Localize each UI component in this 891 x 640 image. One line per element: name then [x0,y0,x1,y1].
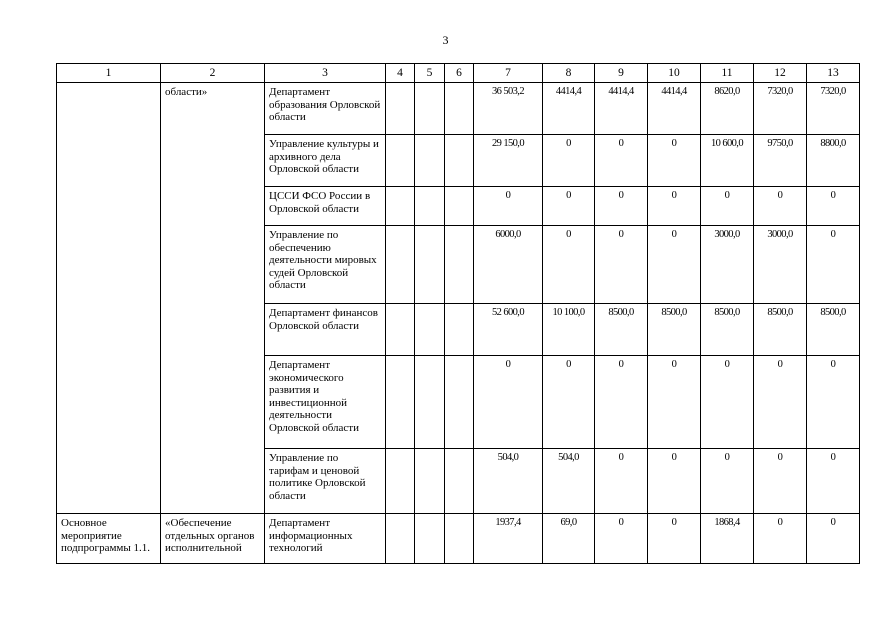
empty-cell [415,449,445,514]
value-cell: 0 [754,449,807,514]
department-cell: Управление культуры и архивного дела Орловской области [265,135,386,187]
empty-cell [386,226,415,304]
value-cell: 8500,0 [648,304,701,356]
measure-title-cell: «Обеспечение отдельных органов исполнительной [161,514,265,564]
department-cell: Департамент информационных технологий [265,514,386,564]
empty-cell [445,226,474,304]
empty-cell [386,514,415,564]
value-cell: 504,0 [474,449,543,514]
value-cell: 8500,0 [595,304,648,356]
value-cell: 0 [648,356,701,449]
department-cell: Департамент финансов Орловской области [265,304,386,356]
header-cell: 6 [445,64,474,83]
value-cell: 0 [648,187,701,226]
value-cell: 29 150,0 [474,135,543,187]
value-cell: 1937,4 [474,514,543,564]
value-cell: 52 600,0 [474,304,543,356]
header-cell: 11 [701,64,754,83]
value-cell: 0 [807,449,860,514]
header-cell: 7 [474,64,543,83]
value-cell: 0 [543,356,595,449]
value-cell: 0 [595,356,648,449]
value-cell: 0 [701,356,754,449]
value-cell: 0 [648,449,701,514]
header-cell: 3 [265,64,386,83]
value-cell: 0 [754,356,807,449]
value-cell: 0 [754,187,807,226]
table-row [57,83,860,135]
header-cell: 4 [386,64,415,83]
value-cell: 1868,4 [701,514,754,564]
value-cell: 7320,0 [807,83,860,135]
table-row [57,514,860,564]
value-cell: 0 [754,514,807,564]
header-cell: 8 [543,64,595,83]
value-cell: 0 [543,226,595,304]
value-cell: 8620,0 [701,83,754,135]
empty-cell [445,304,474,356]
empty-cell [445,83,474,135]
empty-cell [386,83,415,135]
measure-cell: Основное мероприятие подпрограммы 1.1. [57,514,161,564]
empty-cell [445,449,474,514]
value-cell: 6000,0 [474,226,543,304]
value-cell: 4414,4 [595,83,648,135]
value-cell: 0 [595,187,648,226]
header-row [57,64,860,83]
value-cell: 0 [701,449,754,514]
empty-cell [415,187,445,226]
value-cell: 0 [807,356,860,449]
value-cell: 0 [474,187,543,226]
value-cell: 0 [543,187,595,226]
empty-cell [386,449,415,514]
empty-cell [386,356,415,449]
value-cell: 3000,0 [701,226,754,304]
department-cell: Департамент образования Орловской области [265,83,386,135]
department-cell: Управление по обеспечению деятельности мировых судей Орловской области [265,226,386,304]
department-cell: ЦССИ ФСО России в Орловской области [265,187,386,226]
value-cell: 4414,4 [543,83,595,135]
header-cell: 2 [161,64,265,83]
value-cell: 0 [701,187,754,226]
department-cell: Управление по тарифам и ценовой политике Орловской области [265,449,386,514]
empty-cell [386,135,415,187]
empty-cell [415,135,445,187]
empty-cell [445,187,474,226]
value-cell: 0 [595,449,648,514]
value-cell: 0 [807,226,860,304]
header-cell: 9 [595,64,648,83]
value-cell: 8500,0 [701,304,754,356]
header-cell: 1 [57,64,161,83]
measure-cell [57,83,161,514]
header-cell: 13 [807,64,860,83]
value-cell: 0 [648,226,701,304]
value-cell: 0 [474,356,543,449]
value-cell: 0 [648,514,701,564]
empty-cell [445,135,474,187]
empty-cell [386,187,415,226]
value-cell: 504,0 [543,449,595,514]
empty-cell [415,304,445,356]
value-cell: 0 [595,514,648,564]
value-cell: 3000,0 [754,226,807,304]
value-cell: 0 [648,135,701,187]
value-cell: 7320,0 [754,83,807,135]
value-cell: 0 [807,187,860,226]
budget-table [56,63,860,564]
value-cell: 69,0 [543,514,595,564]
empty-cell [415,514,445,564]
value-cell: 8800,0 [807,135,860,187]
empty-cell [415,356,445,449]
department-cell: Департамент экономического развития и инвестиционной деятельности Орловской области [265,356,386,449]
measure-title-cell: области» [161,83,265,514]
empty-cell [386,304,415,356]
empty-cell [415,226,445,304]
empty-cell [415,83,445,135]
value-cell: 4414,4 [648,83,701,135]
value-cell: 0 [595,226,648,304]
value-cell: 10 600,0 [701,135,754,187]
header-cell: 5 [415,64,445,83]
value-cell: 9750,0 [754,135,807,187]
empty-cell [445,356,474,449]
value-cell: 36 503,2 [474,83,543,135]
header-cell: 12 [754,64,807,83]
value-cell: 10 100,0 [543,304,595,356]
value-cell: 0 [807,514,860,564]
header-cell: 10 [648,64,701,83]
value-cell: 0 [543,135,595,187]
value-cell: 8500,0 [807,304,860,356]
value-cell: 0 [595,135,648,187]
empty-cell [445,514,474,564]
value-cell: 8500,0 [754,304,807,356]
page-number: 3 [442,33,449,47]
